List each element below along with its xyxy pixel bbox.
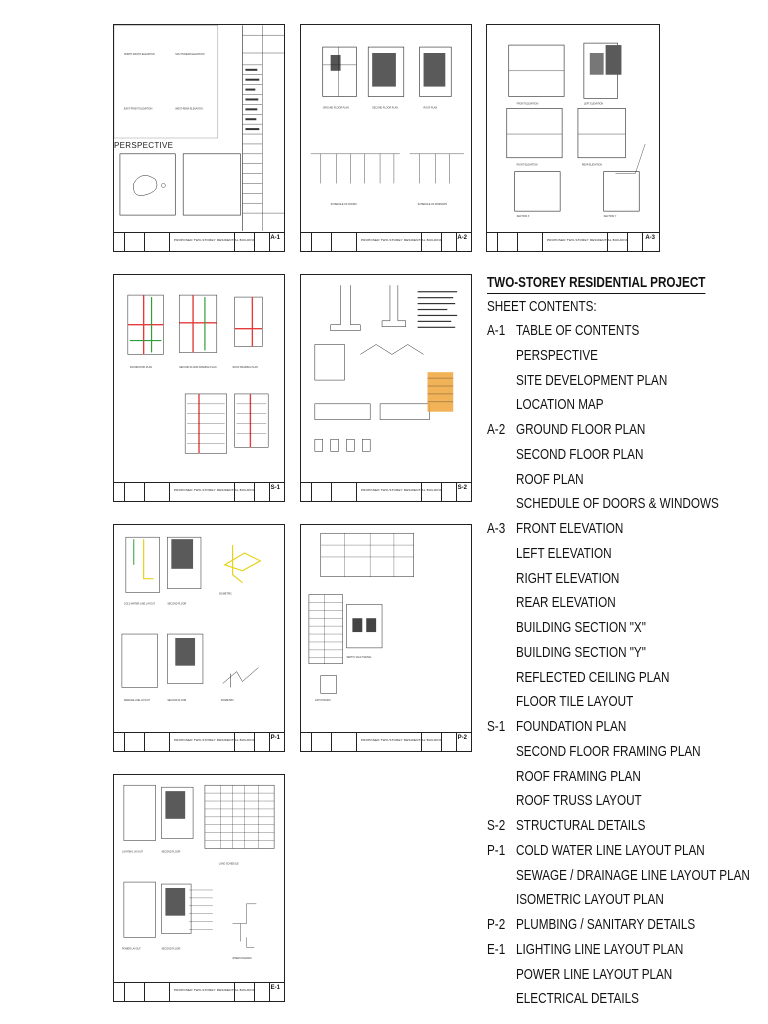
sheet-a3-thumbnail[interactable] (486, 24, 660, 252)
title-block-text: PROPOSED TWO-STOREY RESIDENTIAL BUILDING (547, 238, 629, 242)
title-block-divider (269, 483, 270, 501)
sheet-item: SEWAGE / DRAINAGE LINE LAYOUT PLAN (516, 866, 750, 884)
sheet-item: SITE DEVELOPMENT PLAN (516, 371, 668, 389)
contents-row (485, 495, 768, 520)
contents-row (485, 619, 768, 644)
title-block-divider (441, 483, 442, 501)
svg-text:ROOF PLAN: ROOF PLAN (423, 106, 438, 110)
svg-text:RIGHT ELEVATION: RIGHT ELEVATION (516, 163, 538, 167)
title-block-divider (517, 233, 518, 251)
sheet-item: FRONT ELEVATION (516, 520, 624, 537)
title-block (301, 232, 471, 251)
title-block-divider (311, 483, 312, 501)
sheet-a2-thumbnail[interactable] (300, 24, 472, 252)
svg-text:EAST-FRONT ELEVATION: EAST-FRONT ELEVATION (123, 107, 153, 111)
title-block (487, 232, 659, 251)
svg-text:SEPTIC VAULT DETAIL: SEPTIC VAULT DETAIL (346, 655, 372, 659)
title-block-text: PROPOSED TWO-STOREY RESIDENTIAL BUILDING (361, 238, 443, 242)
title-block-divider (254, 733, 255, 751)
sheet-contents-heading: SHEET CONTENTS: (487, 298, 597, 315)
title-block-divider (144, 483, 145, 501)
sheet-item: REFLECTED CEILING PLAN (516, 668, 670, 686)
title-block-divider (542, 233, 543, 251)
title-block-divider (144, 983, 145, 1001)
title-block-divider (169, 233, 170, 251)
title-block-text: PROPOSED TWO-STOREY RESIDENTIAL BUILDING (174, 738, 256, 742)
sheet-item: SECOND FLOOR FRAMING PLAN (516, 742, 701, 760)
title-block-divider (269, 983, 270, 1001)
svg-text:SECOND FLOOR FRAMING PLAN: SECOND FLOOR FRAMING PLAN (179, 366, 217, 370)
sheet-code: S-2 (487, 817, 506, 834)
title-block-text: PROPOSED TWO-STOREY RESIDENTIAL BUILDING (174, 488, 256, 492)
sheet-number: P-2 (457, 735, 467, 741)
sheet-item: LEFT ELEVATION (516, 544, 612, 562)
sheet-a2-drawing (301, 25, 471, 251)
svg-text:SECOND FLOOR: SECOND FLOOR (161, 947, 181, 951)
title-block-divider (234, 733, 235, 751)
contents-row (485, 322, 768, 347)
sheet-item: RIGHT ELEVATION (516, 569, 620, 587)
contents-row (485, 817, 768, 842)
title-block (114, 732, 284, 751)
sheet-contents-panel (485, 270, 768, 1020)
sheet-a3-drawing (487, 25, 659, 251)
sheet-item: POWER LINE LAYOUT PLAN (516, 965, 673, 983)
title-block-text: PROPOSED TWO-STOREY RESIDENTIAL BUILDING (174, 238, 256, 242)
contents-row (485, 891, 768, 916)
title-block (301, 482, 471, 501)
title-block-divider (331, 233, 332, 251)
svg-text:FRONT ELEVATION: FRONT ELEVATION (516, 102, 539, 106)
contents-row (485, 372, 768, 397)
title-block-divider (269, 233, 270, 251)
contents-row (485, 520, 768, 545)
title-block-divider (254, 483, 255, 501)
title-block-divider (441, 733, 442, 751)
svg-text:SECTION X: SECTION X (516, 215, 530, 219)
sheet-code: E-1 (487, 940, 506, 958)
contents-row (485, 644, 768, 669)
title-block-divider (254, 233, 255, 251)
contents-row (485, 941, 768, 966)
title-block-divider (627, 233, 628, 251)
title-block-text: PROPOSED TWO-STOREY RESIDENTIAL BUILDING (174, 988, 256, 992)
svg-text:COLD WATER LINE LAYOUT: COLD WATER LINE LAYOUT (123, 602, 156, 606)
title-block-divider (169, 983, 170, 1001)
sheet-item: SCHEDULE OF DOORS & WINDOWS (516, 495, 719, 513)
svg-text:SCHEDULE OF DOORS: SCHEDULE OF DOORS (330, 203, 357, 207)
sheet-p1-thumbnail[interactable] (113, 524, 285, 752)
sheet-number: A-2 (457, 235, 467, 241)
svg-text:SECOND FLOOR PLAN: SECOND FLOOR PLAN (372, 106, 398, 110)
title-block-divider (356, 733, 357, 751)
title-block-divider (642, 233, 643, 251)
title-block-divider (144, 233, 145, 251)
svg-text:RISER DIAGRAM: RISER DIAGRAM (232, 957, 252, 961)
sheet-item: LIGHTING LINE LAYOUT PLAN (516, 940, 684, 958)
svg-text:NORTH-FRONT ELEVATION: NORTH-FRONT ELEVATION (123, 52, 155, 56)
svg-text:WEST-REAR ELEVATION: WEST-REAR ELEVATION (175, 107, 203, 111)
svg-text:FOUNDATION PLAN: FOUNDATION PLAN (129, 366, 153, 370)
svg-text:SECOND FLOOR: SECOND FLOOR (167, 699, 187, 703)
title-block-divider (124, 983, 125, 1001)
title-block-divider (234, 483, 235, 501)
sheet-item: PLUMBING / SANITARY DETAILS (516, 916, 696, 933)
title-block-divider (169, 733, 170, 751)
title-block-divider (124, 733, 125, 751)
sheet-item: BUILDING SECTION "Y" (516, 643, 646, 661)
title-block-divider (356, 233, 357, 251)
sheet-e1-thumbnail[interactable] (113, 774, 285, 1002)
contents-row (485, 842, 768, 867)
sheet-p1-drawing (114, 525, 284, 751)
contents-row (485, 347, 768, 372)
sheet-s1-thumbnail[interactable] (113, 274, 285, 502)
sheet-number: P-1 (270, 735, 280, 741)
contents-row (485, 792, 768, 817)
contents-row (485, 570, 768, 595)
sheet-number: A-1 (270, 235, 280, 241)
title-block-divider (421, 233, 422, 251)
sheet-item: FLOOR TILE LAYOUT (516, 693, 634, 711)
svg-text:LEFT ELEVATION: LEFT ELEVATION (583, 102, 604, 106)
title-block-text: PROPOSED TWO-STOREY RESIDENTIAL BUILDING (361, 488, 443, 492)
perspective-label: PERSPECTIVE (114, 141, 174, 150)
title-block-divider (421, 733, 422, 751)
sheet-s2-drawing (301, 275, 471, 501)
contents-row (485, 421, 768, 446)
contents-row (485, 693, 768, 718)
title-block-divider (456, 233, 457, 251)
contents-row (485, 916, 768, 941)
title-block-divider (497, 233, 498, 251)
project-title: TWO-STOREY RESIDENTIAL PROJECT (487, 274, 705, 294)
title-block-divider (356, 483, 357, 501)
title-block (114, 982, 284, 1001)
sheet-code: A-1 (487, 322, 506, 339)
sheet-code: A-3 (487, 520, 506, 537)
sheet-item: ROOF TRUSS LAYOUT (516, 792, 642, 810)
svg-text:LIGHTING LAYOUT: LIGHTING LAYOUT (121, 850, 143, 854)
sheet-item: FOUNDATION PLAN (516, 718, 627, 735)
sheet-item: COLD WATER LINE LAYOUT PLAN (516, 841, 705, 859)
sheet-code: P-1 (487, 841, 506, 859)
sheet-number: S-2 (457, 485, 467, 491)
sheet-item: ROOF PLAN (516, 470, 584, 488)
title-block-divider (311, 233, 312, 251)
contents-row (485, 718, 768, 743)
svg-text:SCHEDULE OF WINDOWS: SCHEDULE OF WINDOWS (417, 203, 448, 207)
svg-text:SOUTH-REAR ELEVATION: SOUTH-REAR ELEVATION (175, 52, 205, 56)
sheet-a1-drawing (114, 25, 284, 251)
title-block-divider (124, 233, 125, 251)
svg-text:SECTION Y: SECTION Y (603, 215, 617, 219)
title-block-divider (311, 733, 312, 751)
sheet-item: GROUND FLOOR PLAN (516, 421, 646, 438)
contents-row (485, 990, 768, 1015)
title-block-divider (144, 733, 145, 751)
sheet-code: P-2 (487, 916, 506, 933)
svg-text:GROUND FLOOR PLAN: GROUND FLOOR PLAN (322, 106, 349, 110)
title-block-divider (269, 733, 270, 751)
sheet-p2-thumbnail[interactable] (300, 524, 472, 752)
title-block-divider (234, 983, 235, 1001)
svg-text:POWER LAYOUT: POWER LAYOUT (121, 947, 141, 951)
title-block-text: PROPOSED TWO-STOREY RESIDENTIAL BUILDING (361, 738, 443, 742)
title-block (114, 232, 284, 251)
svg-text:SEWAGE LINE LAYOUT: SEWAGE LINE LAYOUT (123, 699, 150, 703)
title-block-divider (331, 483, 332, 501)
sheet-item: REAR ELEVATION (516, 594, 616, 612)
svg-text:LOAD SCHEDULE: LOAD SCHEDULE (218, 862, 239, 866)
sheet-number: A-3 (645, 235, 655, 241)
contents-row (485, 768, 768, 793)
contents-row (485, 396, 768, 421)
sheet-item: ISOMETRIC LAYOUT PLAN (516, 891, 664, 909)
svg-text:SECOND FLOOR: SECOND FLOOR (167, 602, 187, 606)
title-block (114, 482, 284, 501)
contents-row (485, 669, 768, 694)
title-block-divider (169, 483, 170, 501)
sheet-number: E-1 (270, 985, 280, 991)
sheet-item: ROOF FRAMING PLAN (516, 767, 641, 785)
title-block-divider (254, 983, 255, 1001)
contents-row (485, 743, 768, 768)
title-block-divider (441, 233, 442, 251)
sheet-number: S-1 (270, 485, 280, 491)
sheet-code: S-1 (487, 718, 506, 735)
sheet-p2-drawing (301, 525, 471, 751)
sheet-item: STRUCTURAL DETAILS (516, 817, 646, 834)
title-block-divider (421, 483, 422, 501)
title-block-divider (456, 733, 457, 751)
title-block-divider (331, 733, 332, 751)
title-block-divider (124, 483, 125, 501)
title-block-divider (456, 483, 457, 501)
sheet-code: A-2 (487, 421, 506, 438)
contents-row (485, 446, 768, 471)
contents-row (485, 545, 768, 570)
sheet-item: BUILDING SECTION "X" (516, 619, 646, 636)
sheet-item: ELECTRICAL DETAILS (516, 990, 639, 1008)
svg-text:CATCH BASIN: CATCH BASIN (314, 699, 331, 703)
contents-row (485, 594, 768, 619)
title-block (301, 732, 471, 751)
title-block-divider (607, 233, 608, 251)
sheet-item: LOCATION MAP (516, 396, 604, 414)
sheet-s1-drawing (114, 275, 284, 501)
svg-text:ISOMETRIC: ISOMETRIC (220, 699, 234, 703)
title-block-divider (234, 233, 235, 251)
sheet-item: SECOND FLOOR PLAN (516, 445, 644, 463)
sheet-item: TABLE OF CONTENTS (516, 322, 640, 339)
svg-text:ROOF FRAMING PLAN: ROOF FRAMING PLAN (232, 366, 258, 370)
sheet-item: PERSPECTIVE (516, 346, 598, 364)
sheet-a1-thumbnail[interactable] (113, 24, 285, 252)
svg-text:REAR ELEVATION: REAR ELEVATION (581, 163, 603, 167)
sheet-e1-drawing (114, 775, 284, 1001)
contents-row (485, 471, 768, 496)
sheet-s2-thumbnail[interactable] (300, 274, 472, 502)
svg-text:ISOMETRIC: ISOMETRIC (218, 592, 232, 596)
contents-row (485, 966, 768, 991)
svg-text:SECOND FLOOR: SECOND FLOOR (161, 850, 181, 854)
contents-row (485, 867, 768, 892)
